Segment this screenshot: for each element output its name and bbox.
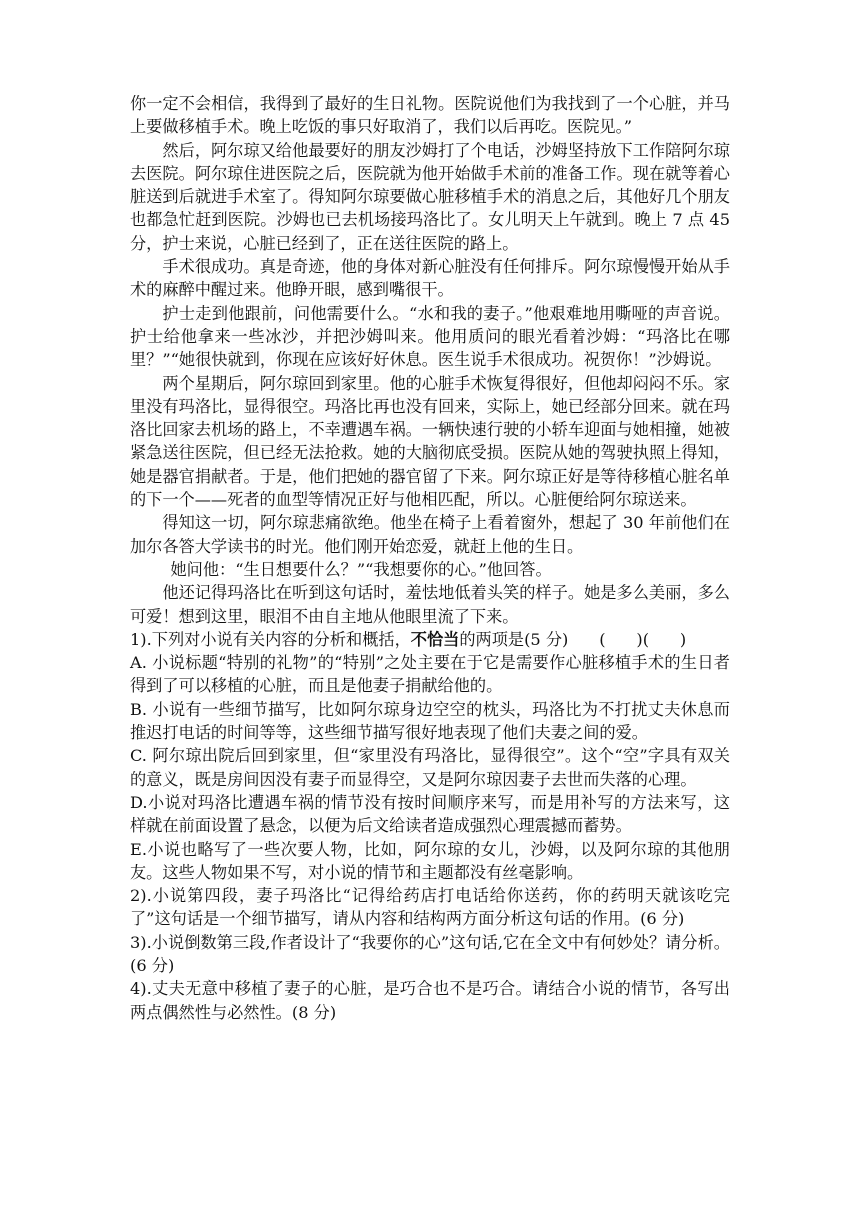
- story-paragraph-7: 她问他：“生日想要什么？”“我想要你的心。”他回答。: [170, 559, 552, 579]
- answer-blanks: ( )( ): [568, 629, 687, 649]
- question-1: [130, 628, 730, 651]
- option-c: C. 阿尔琼出院后回到家里，但“家里没有玛洛比，显得很空”。这个“空”字具有双关的意义，既是房间因没有妻子而显得空，又是阿尔琼因妻子去世而失落的心理。: [130, 746, 730, 789]
- question-1-prefix: 1).下列对小说有关内容的分析和概括，: [130, 629, 411, 649]
- story-paragraph-1: 你一定不会相信，我得到了最好的生日礼物。医院说他们为我找到了一个心脏，并马上要做移植手术。晚上吃饭的事只好取消了，我们以后再吃。医院见。”: [130, 94, 730, 137]
- option-b: B. 小说有一些细节描写，比如阿尔琼身边空空的枕头，玛洛比为不打扰丈夫休息而推迟打电话的时间等等，这些细节描写很好地表现了他们夫妻之间的爱。: [130, 699, 730, 743]
- question-2: 2).小说第四段，妻子玛洛比“记得给药店打电话给你送药，你的药明天就该吃完了”这句话是一个细节描写，请从内容和结构两方面分析这句话的作用。(6 分): [130, 886, 730, 929]
- question-1-suffix: 的两项是(5 分): [459, 629, 569, 649]
- document-page: [130, 92, 730, 1024]
- story-paragraph-3: 手术很成功。真是奇迹，他的身体对新心脏没有任何排斥。阿尔琼慢慢开始从手术的麻醉中醒过来。他睁开眼，感到嘴很干。: [130, 257, 730, 300]
- story-paragraph-4: 护士走到他跟前，问他需要什么。“水和我的妻子。”他艰难地用嘶哑的声音说。护士给他拿来一些冰沙，并把沙姆叫来。他用质问的眼光看着沙姆：“玛洛比在哪里？”“她很快就到，你现在应该好好休息。医生说手术很成功。祝贺你！”沙姆说。: [130, 303, 730, 370]
- story-paragraph-6: 得知这一切，阿尔琼悲痛欲绝。他坐在椅子上看着窗外，想起了 30 年前他们在加尔各答大学读书的时光。他们刚开始恋爱，就赶上他的生日。: [130, 513, 730, 556]
- question-4: 4).丈夫无意中移植了妻子的心脏，是巧合也不是巧合。请结合小说的情节，各写出两点偶然性与必然性。(8 分): [130, 979, 730, 1022]
- option-e: E.小说也略写了一些次要人物，比如，阿尔琼的女儿，沙姆，以及阿尔琼的其他朋友。这些人物如果不写，对小说的情节和主题都没有丝毫影响。: [130, 839, 730, 882]
- story-paragraph-2: 然后，阿尔琼又给他最要好的朋友沙姆打了个电话，沙姆坚持放下工作陪阿尔琼去医院。阿尔琼住进医院之后，医院就为他开始做手术前的准备工作。现在就等着心脏送到后就进手术室了。得知阿尔琼要做心脏移植手术的消息之后，其他好几个朋友也都急忙赶到医院。沙姆也已去机场接玛洛比了。女儿明天上午就到。晚上 7 点 45 分，护士来说，心脏已经到了，正在送往医院的路上。: [130, 140, 730, 253]
- story-paragraph-8: 他还记得玛洛比在听到这句话时，羞怯地低着头笑的样子。她是多么美丽，多么可爱！想到这里，眼泪不由自主地从他眼里流了下来。: [130, 583, 730, 626]
- option-a: A. 小说标题“特别的礼物”的“特别”之处主要在于它是需要作心脏移植手术的生日者得到了可以移植的心脏，而且是他妻子捐献给他的。: [130, 653, 730, 696]
- option-d: D.小说对玛洛比遭遇车祸的情节没有按时间顺序来写，而是用补写的方法来写，这样就在前面设置了悬念，以便为后文给读者造成强烈心理震撼而蓄势。: [130, 792, 730, 836]
- question-3: 3).小说倒数第三段,作者设计了“我要你的心”这句话,它在全文中有何妙处？请分析。(6 分): [130, 932, 730, 975]
- question-1-emphasis: 不恰当: [410, 629, 460, 649]
- story-paragraph-5: 两个星期后，阿尔琼回到家里。他的心脏手术恢复得很好，但他却闷闷不乐。家里没有玛洛比，显得很空。玛洛比再也没有回来，实际上，她已经部分回来。就在玛洛比回家去机场的路上，不幸遭遇车祸。一辆快速行驶的小轿车迎面与她相撞，她被紧急送往医院，但已经无法抢救。她的大脑彻底受损。医院从她的驾驶执照上得知，她是器官捐献者。于是，他们把她的器官留了下来。阿尔琼正好是等待移植心脏名单的下一个——死者的血型等情况正好与他相匹配，所以。心脏便给阿尔琼送来。: [130, 373, 730, 510]
